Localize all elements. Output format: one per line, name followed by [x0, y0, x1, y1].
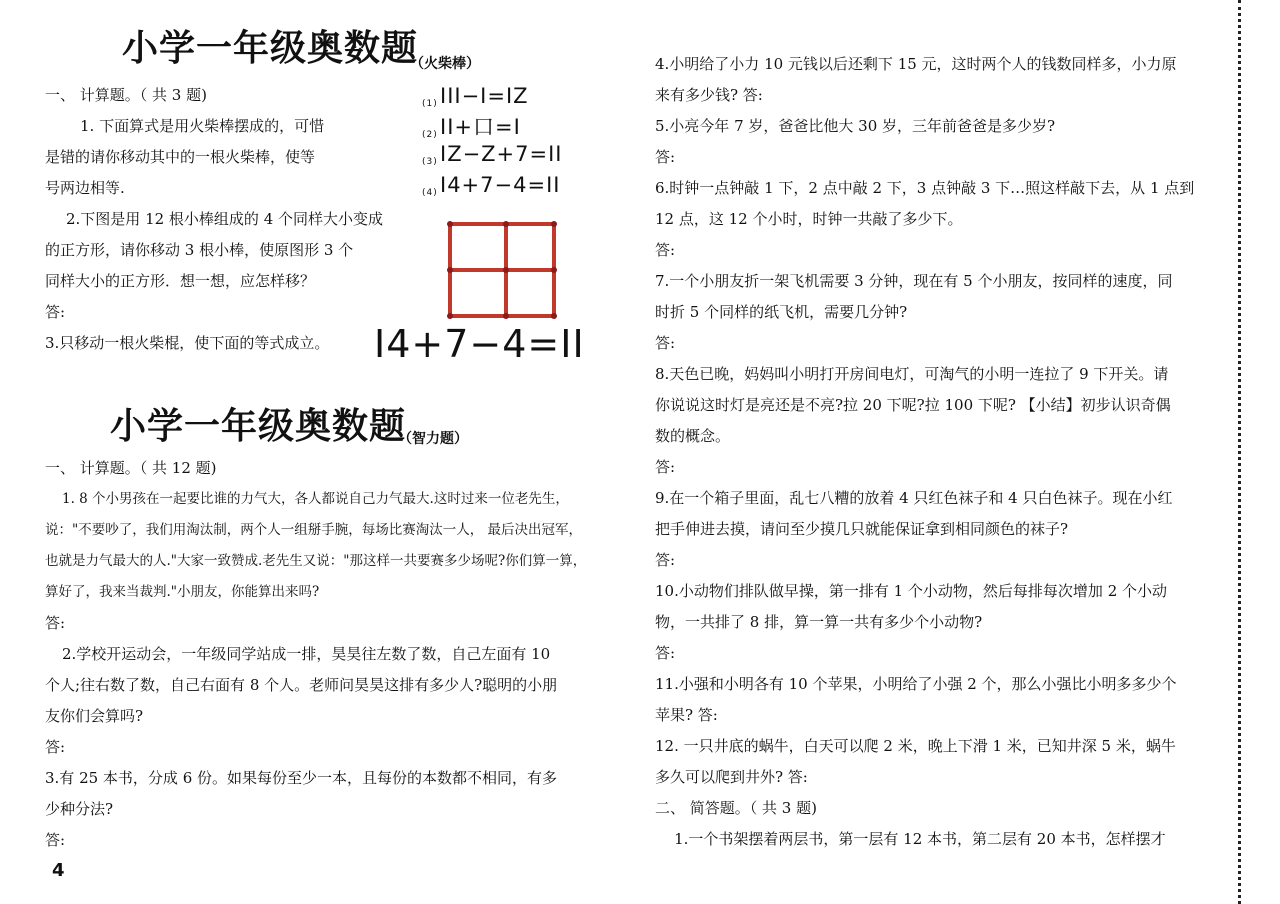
right-line: 12. 一只井底的蜗牛，白天可以爬 2 米，晚上下滑 1 米，已知井深 5 米，蜗牛 [655, 737, 1176, 755]
right-line: 答: [655, 334, 676, 352]
right-line: 答: [655, 241, 676, 259]
right-line: 答: [655, 644, 676, 662]
p1-line-4: 算好了，我来当裁判."小朋友，你能算出来吗? [45, 584, 320, 600]
p3-answer: 答: [45, 831, 66, 849]
equation-text: III−I=IZ [440, 84, 529, 108]
p1-line-2: 说："不要吵了，我们用淘汰制，两个人一组掰手腕，每场比赛淘汰一人， 最后决出冠军， [45, 522, 582, 538]
right-line: 苹果? 答: [655, 706, 718, 724]
matchstick-equation-3 [422, 142, 563, 167]
p1-line-3: 也就是力气最大的人."大家一致赞成.老先生又说："那这样一共要赛多少场呢?你们算一算， [45, 553, 587, 569]
equation-number: (1) [422, 99, 438, 109]
right-line: 11.小强和小明各有 10 个苹果，小明给了小强 2 个，那么小强比小明多多少个 [655, 675, 1177, 693]
title-matchsticks: 小学一年级奥数题 [122, 28, 419, 69]
p1-line-1: 1. 8 个小男孩在一起要比谁的力气大，各人都说自己力气最大.这时过来一位老先生， [62, 491, 569, 507]
right-line: 5.小亮今年 7 岁，爸爸比他大 30 岁，三年前爸爸是多少岁? [655, 117, 1056, 135]
right-line: 时折 5 个同样的纸飞机，需要几分钟? [655, 303, 908, 321]
right-line: 6.时钟一点钟敲 1 下，2 点中敲 2 下，3 点钟敲 3 下…照这样敲下去，从 1 点到 [655, 179, 1195, 197]
title-puzzles: 小学一年级奥数题 [110, 406, 407, 447]
q3-text: 3.只移动一根火柴棍，使下面的等式成立。 [45, 334, 330, 352]
right-line: 4.小明给了小力 10 元钱以后还剩下 15 元，这时两个人的钱数同样多，小力原 [655, 55, 1177, 73]
section-heading-2: 一、 计算题。（ 共 12 题) [45, 459, 217, 477]
matchstick-equation-1 [422, 84, 529, 109]
p1-answer: 答: [45, 614, 66, 632]
right-line: 8.天色已晚，妈妈叫小明打开房间电灯，可淘气的小明一连拉了 9 下开关。请 [655, 365, 1169, 383]
right-line: 答: [655, 458, 676, 476]
matchstick-equation-2 [422, 115, 521, 140]
right-line: 把手伸进去摸，请问至少摸几只就能保证拿到相同颜色的袜子? [655, 520, 1069, 538]
equation-text: I4+7−4=II [440, 173, 561, 197]
q2-answer: 答: [45, 303, 66, 321]
equation-number: (4) [422, 188, 438, 198]
p2-line-2: 个人;往右数了数，自己右面有 8 个人。老师问昊昊这排有多少人?聪明的小朋 [45, 676, 558, 694]
right-line: 10.小动物们排队做早操，第一排有 1 个小动物，然后每排每次增加 2 个小动 [655, 582, 1168, 600]
right-line: 9.在一个箱子里面，乱七八糟的放着 4 只红色袜子和 4 只白色袜子。现在小红 [655, 489, 1173, 507]
right-line: 1.一个书架摆着两层书，第一层有 12 本书，第二层有 20 本书，怎样摆才 [655, 830, 1166, 848]
page-number: 4 [52, 860, 65, 881]
title-puzzles-sub: （智力题） [398, 431, 468, 447]
right-line: 来有多少钱? 答: [655, 86, 763, 104]
q2-line-2: 的正方形，请你移动 3 根小棒，使原图形 3 个 [45, 241, 354, 259]
equation-text: II+口=I [440, 115, 521, 139]
q1-line-2: 是错的请你移动其中的一根火柴棒，使等 [45, 148, 316, 166]
equation-text: IZ−Z+7=II [440, 142, 563, 166]
p3-line-2: 少种分法? [45, 800, 114, 818]
q2-line-3: 同样大小的正方形．想一想，应怎样移？ [45, 272, 316, 290]
equation-number: (3) [422, 157, 438, 167]
p2-answer: 答: [45, 738, 66, 756]
matchstick-big-equation: I4+7−4=II [374, 322, 585, 366]
p3-line-1: 3.有 25 本书，分成 6 份。如果每份至少一本，且每份的本数都不相同，有多 [45, 769, 558, 787]
title-matchsticks-sub: （火柴棒） [410, 56, 480, 72]
p2-line-1: 2.学校开运动会，一年级同学站成一排，昊昊往左数了数，自己左面有 10 [62, 645, 551, 663]
section-heading-3: 二、 简答题。（ 共 3 题) [655, 799, 817, 817]
section-heading-1: 一、 计算题。（ 共 3 题) [45, 86, 207, 104]
right-line: 你说说这时灯是亮还是不亮?拉 20 下呢?拉 100 下呢? 【小结】初步认识奇偶 [655, 396, 1171, 414]
right-line: 12 点，这 12 个小时，时钟一共敲了多少下。 [655, 210, 963, 228]
right-line: 多久可以爬到井外? 答: [655, 768, 808, 786]
right-line: 答: [655, 148, 676, 166]
right-line: 7.一个小朋友折一架飞机需要 3 分钟，现在有 5 个小朋友，按同样的速度，同 [655, 272, 1173, 290]
right-line: 答: [655, 551, 676, 569]
right-line: 数的概念。 [655, 427, 731, 445]
p2-line-3: 友你们会算吗? [45, 707, 144, 725]
q1-line-3: 号两边相等. [45, 179, 125, 197]
right-line: 物，一共排了 8 排，算一算一共有多少个小动物? [655, 613, 983, 631]
dotted-margin-line [1238, 0, 1241, 904]
q2-line-1: 2.下图是用 12 根小棒组成的 4 个同样大小变成 [66, 210, 384, 228]
matchstick-squares-figure [440, 216, 560, 326]
q1-line-1: 1. 下面算式是用火柴棒摆成的，可惜 [80, 117, 325, 135]
equation-number: (2) [422, 130, 438, 140]
matchstick-equation-4 [422, 173, 561, 198]
